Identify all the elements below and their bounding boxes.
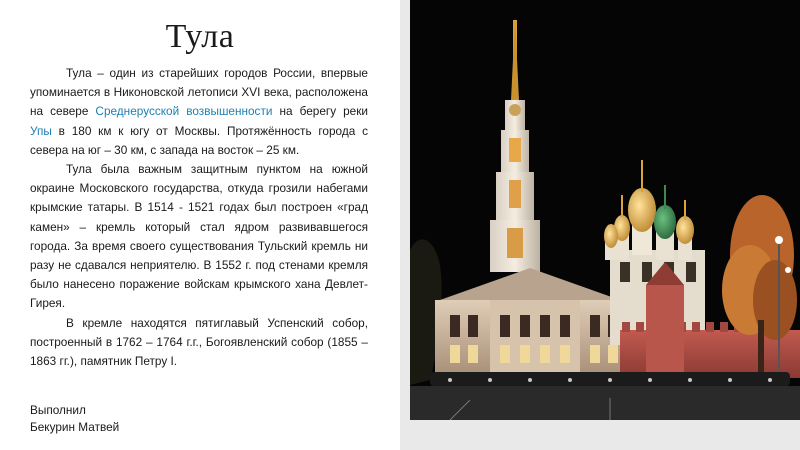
kremlin-night-photo <box>410 0 800 420</box>
paragraph-history: Тула была важным защитным пунктом на южной окраине Московского государства, откуда грозили набегами крымские татары. В 1514 - 1521 годах был построен «град камен» – кремль который стал ядром развивавшегося города. За время своего существования Тульский кремль ни разу не сдавался неприятелю. В 1552 г. под стенами кремля было нанесено поражение войскам крымского хана Девлет-Гирея. <box>30 162 368 311</box>
paragraph-intro-part2: на берегу реки <box>272 104 368 119</box>
author-name: Бекурин Матвей <box>30 420 120 434</box>
paragraph-intro-part3: в 180 км к югу от Москвы. Протяжённость города с севера на юг – 30 км, с запада на восток – 25 км. <box>30 123 368 157</box>
paragraph-intro-part1: Тула – один из старейших городов России, впервые упоминается в Никоновской летописи XVI века, расположена на севере <box>30 66 368 119</box>
paragraph-intro <box>30 64 368 160</box>
kremlin-illustration <box>410 0 800 420</box>
link-upa-river[interactable]: Упы <box>30 123 52 138</box>
author-label: Выполнил <box>30 403 86 417</box>
square-road <box>410 386 800 420</box>
paragraph-kremlin: В кремле находятся пятиглавый Успенский собор, построенный в 1762 – 1764 г.г., Богоявленский собор (1855 – 1863 гг.), памятник Петру I. <box>30 315 368 369</box>
classical-building <box>435 268 625 375</box>
body-text <box>30 64 368 371</box>
bell-tower <box>490 18 540 272</box>
link-central-russian-upland[interactable]: Среднерусской возвышенности <box>95 104 273 119</box>
author-block <box>30 402 330 436</box>
slide-title: Тула <box>165 18 235 55</box>
